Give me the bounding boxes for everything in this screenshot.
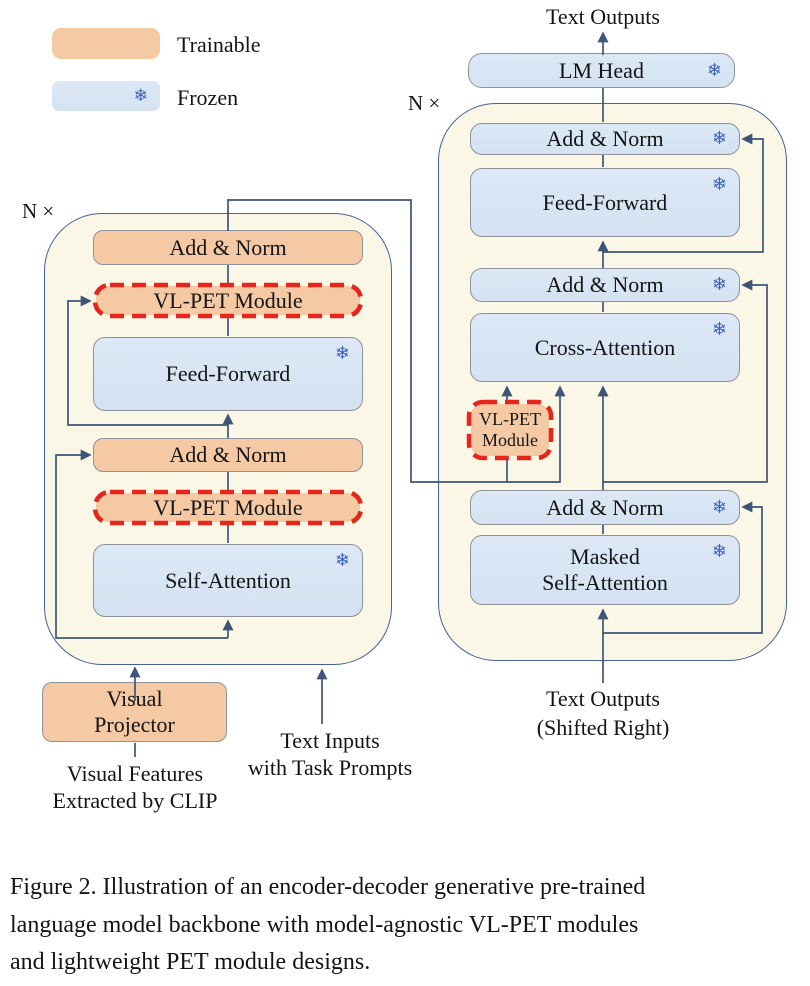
decoder-feed-forward [470,168,740,237]
block-label: Add & Norm [546,494,664,520]
label-line: Visual Features [66,761,204,786]
block-label: Masked [570,544,640,569]
block-label: Projector [94,712,175,737]
decoder-cross-attention [470,313,740,382]
snowflake-icon: ❄ [334,550,350,571]
block-label: Add & Norm [546,126,664,151]
snowflake-icon: ❄ [711,496,727,518]
block-label: VL-PET [479,409,541,429]
snowflake-icon: ❄ [711,274,727,295]
legend-trainable-label: Trainable [177,32,261,57]
lm-head [468,53,735,88]
block-label: Feed-Forward [165,361,291,386]
shifted-right-label [503,684,703,742]
decoder-masked-self-attention [470,535,740,605]
label-line: Text Inputs [280,728,380,753]
caption-line: and lightweight PET module designs. [10,949,371,975]
encoder-vlpet-module-1 [96,286,360,315]
label-line: (Shifted Right) [536,715,670,740]
caption-line: Figure 2. Illustration of an encoder-decoder generative pre-trained [10,874,646,900]
decoder-vlpet-module [471,404,549,456]
block-label: Add & Norm [546,272,664,297]
snowflake-icon: ❄ [706,59,722,81]
block-label: Self-Attention [165,567,291,593]
block-label: Add & Norm [169,234,287,260]
snowflake-icon: ❄ [133,86,148,106]
visual-projector [42,682,227,742]
label-line: Extracted by CLIP [52,788,218,813]
block-label: Visual [106,686,163,711]
encoder-add-norm-2 [93,438,363,472]
block-label: VL-PET Module [153,287,303,313]
encoder-add-norm-1 [93,230,363,265]
decoder-repeat-label: N × [408,91,441,115]
block-label: Feed-Forward [542,189,668,215]
legend-frozen-label: Frozen [177,85,239,110]
label-line: Text Outputs [546,686,660,711]
figure-caption [10,869,805,982]
encoder-repeat-label: N × [22,199,55,223]
visual-features-label [15,760,255,814]
block-label: Self-Attention [542,570,668,595]
label-line: with Task Prompts [247,755,413,780]
block-label: VL-PET Module [153,494,303,520]
encoder-vlpet-module-2 [96,493,360,522]
block-label: Add & Norm [169,442,287,467]
text-outputs-label [503,3,703,30]
decoder-add-norm-1 [470,123,740,155]
decoder-add-norm-2 [470,268,740,302]
block-label: Cross-Attention [534,334,676,360]
snowflake-icon: ❄ [711,174,727,195]
legend-frozen-swatch [52,81,160,111]
encoder-self-attention [93,544,363,617]
block-label: LM Head [559,57,644,83]
legend-trainable-swatch [52,28,160,59]
caption-line: language model backbone with model-agnostic VL-PET modules [10,911,639,938]
snowflake-icon: ❄ [711,128,727,149]
block-label: Module [482,430,538,450]
snowflake-icon: ❄ [711,319,727,340]
text-inputs-label [230,727,430,781]
decoder-add-norm-3 [470,490,740,525]
label-line: Text Outputs [546,4,660,29]
encoder-feed-forward [93,337,363,411]
snowflake-icon: ❄ [711,541,727,562]
snowflake-icon: ❄ [334,343,350,364]
